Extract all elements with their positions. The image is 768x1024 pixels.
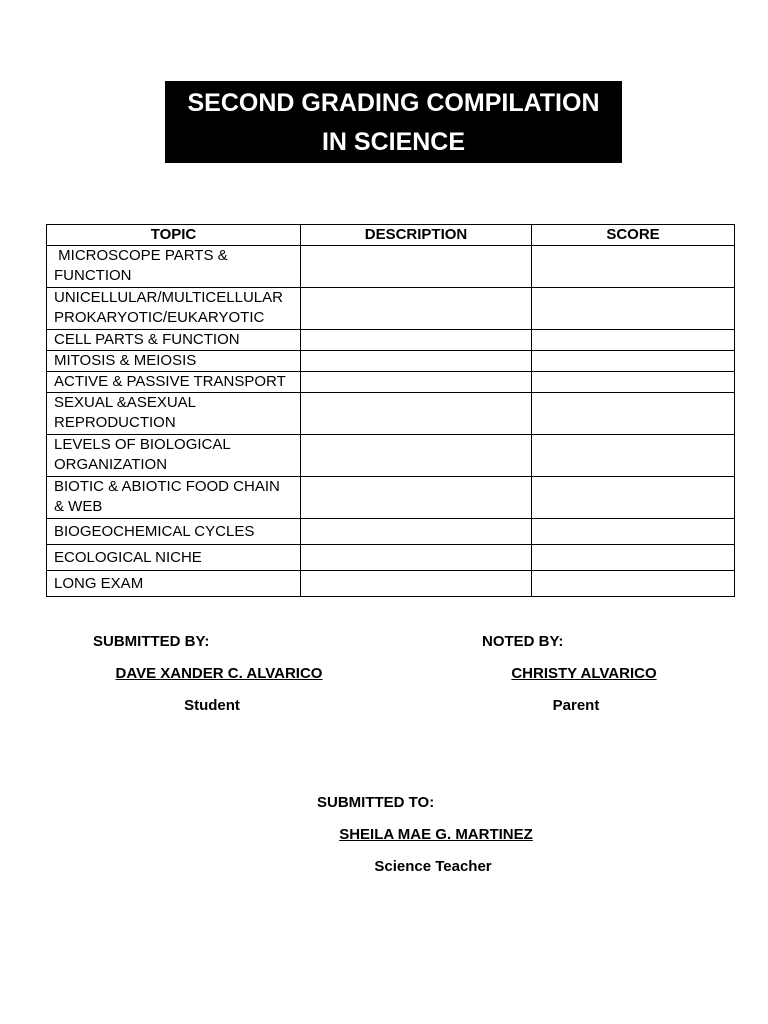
student-role: Student: [184, 697, 240, 714]
student-name: DAVE XANDER C. ALVARICO: [115, 665, 323, 682]
description-cell: [301, 435, 532, 477]
table-row: [47, 435, 735, 477]
topic-cell: MICROSCOPE PARTS & FUNCTION: [47, 246, 301, 288]
description-cell: [301, 330, 532, 351]
header-description: DESCRIPTION: [301, 225, 532, 246]
topic-cell: LEVELS OF BIOLOGICAL ORGANIZATION: [47, 435, 301, 477]
description-cell: [301, 477, 532, 519]
grading-table: [46, 224, 735, 597]
score-cell: [532, 372, 735, 393]
noted-by-label: NOTED BY:: [482, 633, 564, 650]
table-row: [47, 246, 735, 288]
description-cell: [301, 393, 532, 435]
teacher-role: Science Teacher: [374, 858, 492, 875]
submitted-to-label: SUBMITTED TO:: [317, 794, 435, 811]
topic-cell: ACTIVE & PASSIVE TRANSPORT: [47, 372, 301, 393]
topic-cell: BIOTIC & ABIOTIC FOOD CHAIN & WEB: [47, 477, 301, 519]
header-score: SCORE: [532, 225, 735, 246]
score-cell: [532, 571, 735, 597]
description-cell: [301, 571, 532, 597]
header-topic: TOPIC: [47, 225, 301, 246]
teacher-name: SHEILA MAE G. MARTINEZ: [339, 826, 533, 843]
score-cell: [532, 393, 735, 435]
description-cell: [301, 288, 532, 330]
topic-cell: ECOLOGICAL NICHE: [47, 545, 301, 571]
topic-cell: LONG EXAM: [47, 571, 301, 597]
score-cell: [532, 330, 735, 351]
score-cell: [532, 435, 735, 477]
table-row: [47, 288, 735, 330]
table-row: [47, 477, 735, 519]
description-cell: [301, 246, 532, 288]
table-row: [47, 545, 735, 571]
score-cell: [532, 288, 735, 330]
topic-cell: CELL PARTS & FUNCTION: [47, 330, 301, 351]
score-cell: [532, 519, 735, 545]
document-title: [165, 81, 622, 163]
description-cell: [301, 351, 532, 372]
table-header-row: [47, 225, 735, 246]
title-line-1: SECOND GRADING COMPILATION: [187, 89, 600, 117]
score-cell: [532, 246, 735, 288]
topic-cell: BIOGEOCHEMICAL CYCLES: [47, 519, 301, 545]
table-row: [47, 519, 735, 545]
score-cell: [532, 545, 735, 571]
topic-cell: SEXUAL &ASEXUAL REPRODUCTION: [47, 393, 301, 435]
submitted-by-label: SUBMITTED BY:: [93, 633, 210, 650]
score-cell: [532, 351, 735, 372]
topic-cell: MITOSIS & MEIOSIS: [47, 351, 301, 372]
description-cell: [301, 372, 532, 393]
parent-role: Parent: [552, 697, 600, 714]
title-line-2: IN SCIENCE: [321, 128, 466, 156]
table-row: [47, 372, 735, 393]
table-row: [47, 351, 735, 372]
table-row: [47, 571, 735, 597]
score-cell: [532, 477, 735, 519]
table-row: [47, 393, 735, 435]
topic-cell: UNICELLULAR/MULTICELLULAR PROKARYOTIC/EUKARYOTIC: [47, 288, 301, 330]
description-cell: [301, 545, 532, 571]
table-row: [47, 330, 735, 351]
description-cell: [301, 519, 532, 545]
parent-name: CHRISTY ALVARICO: [511, 665, 657, 682]
